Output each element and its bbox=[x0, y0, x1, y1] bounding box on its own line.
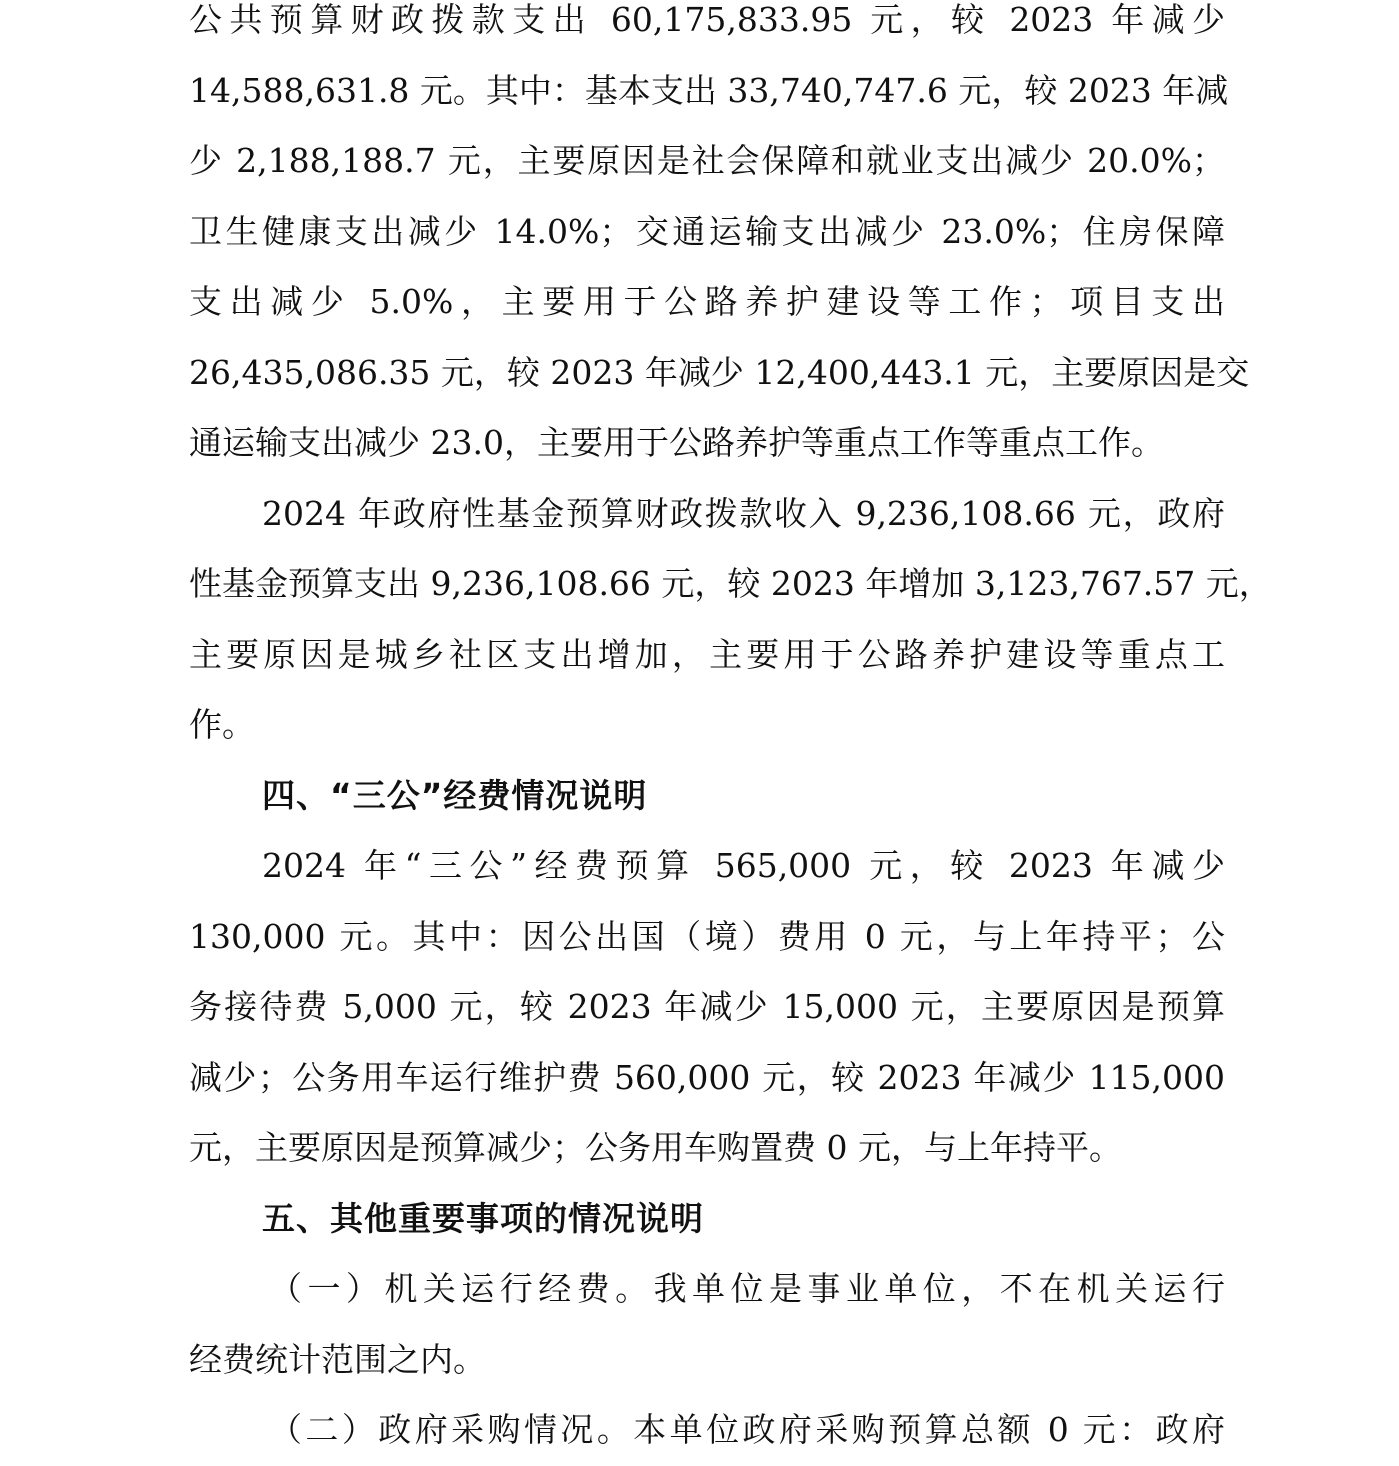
text-line: 减少；公务用车运行维护费 560,000 元，较 2023 年减少 115,000 bbox=[189, 1057, 1225, 1097]
text-line: 少 2,188,188.7 元，主要原因是社会保障和就业支出减少 20.0%； bbox=[189, 141, 1225, 180]
text-line: 元，主要原因是预算减少；公务用车购置费 0 元，与上年持平。 bbox=[189, 1128, 1122, 1167]
paragraph-budget-expenditure bbox=[189, 0, 1250, 479]
text-line: 务接待费 5,000 元，较 2023 年减少 15,000 元，主要原因是预算 bbox=[189, 987, 1225, 1026]
paragraph-operating-expenses bbox=[189, 1254, 1225, 1395]
section-heading-three-public: 四、“三公”经费情况说明 bbox=[262, 775, 648, 815]
text-line: 14,588,631.8 元。其中：基本支出 33,740,747.6 元，较 2023 年减 bbox=[189, 70, 1229, 110]
text-line: 26,435,086.35 元，较 2023 年减少 12,400,443.1 元，主要原因是交 bbox=[189, 352, 1250, 392]
text-line: 130,000 元。其中：因公出国（境）费用 0 元，与上年持平；公 bbox=[189, 916, 1225, 956]
text-line: 性基金预算支出 9,236,108.66 元，较 2023 年增加 3,123,767.57 元， bbox=[189, 564, 1272, 603]
text-line: 2024 年政府性基金预算财政拨款收入 9,236,108.66 元，政府 bbox=[262, 493, 1225, 533]
document-page bbox=[189, 0, 1272, 1466]
section-heading-other-matters: 五、其他重要事项的情况说明 bbox=[262, 1198, 704, 1238]
text-line: （一）机关运行经费。我单位是事业单位，不在机关运行 bbox=[269, 1269, 1225, 1308]
text-line: （二）政府采购情况。本单位政府采购预算总额 0 元：政府 bbox=[269, 1410, 1225, 1449]
text-line: 经费统计范围之内。 bbox=[189, 1339, 486, 1379]
paragraph-government-fund bbox=[189, 479, 1272, 761]
text-line: 通运输支出减少 23.0，主要用于公路养护等重点工作等重点工作。 bbox=[189, 423, 1164, 462]
text-line: 支出减少 5.0%，主要用于公路养护建设等工作；项目支出 bbox=[189, 282, 1225, 321]
text-line: 2024 年“三公”经费预算 565,000 元，较 2023 年减少 bbox=[262, 846, 1225, 885]
text-line: 主要原因是城乡社区支出增加，主要用于公路养护建设等重点工 bbox=[189, 634, 1225, 674]
paragraph-procurement bbox=[189, 1395, 1225, 1466]
text-line: 卫生健康支出减少 14.0%；交通运输支出减少 23.0%；住房保障 bbox=[189, 211, 1225, 251]
text-line: 公共预算财政拨款支出 60,175,833.95 元，较 2023 年减少 bbox=[189, 0, 1225, 39]
paragraph-three-public-funds bbox=[189, 831, 1225, 1184]
text-line: 作。 bbox=[189, 705, 255, 744]
